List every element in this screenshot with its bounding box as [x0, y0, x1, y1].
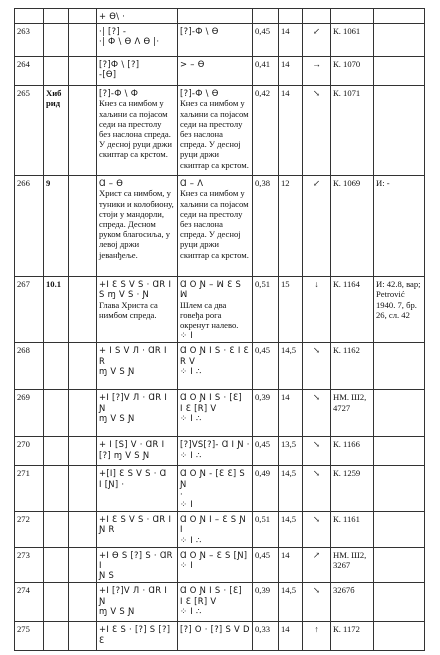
- variant-cell: [69, 466, 97, 512]
- diameter-cell: 14,5: [279, 343, 303, 390]
- reverse-cell: [178, 86, 253, 176]
- die-axis-arrow: ↑: [303, 622, 331, 651]
- type-cell: [44, 343, 69, 390]
- collection-reference: К. 1162: [331, 343, 374, 390]
- collection-reference: 3267б: [331, 583, 374, 622]
- diameter-cell: 14: [279, 622, 303, 651]
- obverse-cell: [97, 390, 178, 437]
- die-axis-arrow: ↘: [303, 512, 331, 548]
- obverse-cell-line: ɱ V S Ɲ: [99, 605, 135, 616]
- obverse-cell: [97, 343, 178, 390]
- obverse-cell-line: [?]-Ф \ Ф: [99, 88, 139, 99]
- reverse-cell: [178, 583, 253, 622]
- reverse-cell-line: ⁘ I ∴: [180, 412, 202, 423]
- collection-reference: К. 1172: [331, 622, 374, 651]
- type-cell: 10.1: [44, 277, 69, 343]
- reverse-cell-line: Ɑ O Ɲ I S · [Ɛ]: [180, 392, 243, 403]
- literature-note: [374, 9, 425, 24]
- reverse-cell-line: Ɑ O Ɲ - [Ɛ Ɛ] S Ɲ: [180, 468, 246, 489]
- catalog-number: [15, 9, 44, 24]
- weight-cell: 0,39: [253, 390, 279, 437]
- obverse-cell-line: +[I] Ɛ S V S · Ɑ: [99, 468, 167, 479]
- reverse-cell: [178, 176, 253, 277]
- die-axis-arrow: ↓: [303, 277, 331, 343]
- variant-cell: [69, 24, 97, 57]
- catalog-number: 271: [15, 466, 44, 512]
- obverse-cell-line: +I Ɛ S · [?] S [?] Ɛ: [99, 624, 171, 645]
- literature-note: [374, 24, 425, 57]
- catalog-number: 270: [15, 437, 44, 466]
- reverse-cell-line: ·: [180, 488, 183, 499]
- weight-cell: 0,45: [253, 547, 279, 583]
- obverse-cell-line: +I [?]V Л · ⱭR I Ɲ: [99, 585, 168, 606]
- catalog-number: 263: [15, 24, 44, 57]
- variant-cell: [69, 343, 97, 390]
- die-axis-arrow: ↘: [303, 437, 331, 466]
- diameter-cell: 14: [279, 86, 303, 176]
- type-cell: [44, 512, 69, 548]
- table-row: [15, 622, 425, 651]
- table-row: [15, 583, 425, 622]
- die-axis-arrow: ↘: [303, 86, 331, 176]
- reverse-cell: [178, 57, 253, 86]
- literature-note: И: 42.8, вар; Petrović 1940. 7, бр. 26, сл. 42: [374, 277, 425, 343]
- reverse-cell: [178, 466, 253, 512]
- collection-reference: К. 1061: [331, 24, 374, 57]
- reverse-cell-line: ⁘ I ∴: [180, 365, 202, 376]
- variant-cell: [69, 57, 97, 86]
- catalog-number: 265: [15, 86, 44, 176]
- reverse-cell-line: I Ɛ [R] V: [180, 595, 217, 606]
- type-cell: [44, 547, 69, 583]
- type-cell: [44, 437, 69, 466]
- variant-cell: [69, 547, 97, 583]
- obverse-cell-line: ɱ V S Ɲ: [99, 365, 135, 376]
- table-row: [15, 57, 425, 86]
- type-cell: [44, 390, 69, 437]
- obverse-cell: [97, 512, 178, 548]
- type-cell: [44, 57, 69, 86]
- reverse-cell-line: I Ɛ [R] V: [180, 402, 217, 413]
- weight-cell: 0,51: [253, 512, 279, 548]
- table-body: [15, 9, 425, 651]
- obverse-cell-line: Ɑ – Ɵ: [99, 178, 124, 189]
- obverse-cell: [97, 437, 178, 466]
- weight-cell: 0,39: [253, 583, 279, 622]
- obverse-cell-line: ·| [?] -: [99, 26, 127, 37]
- table-row: [15, 343, 425, 390]
- variant-cell: [69, 390, 97, 437]
- literature-note: [374, 547, 425, 583]
- table-row: [15, 176, 425, 277]
- reverse-cell-line: Ɑ O Ɲ I – Ɛ S Ɲ I: [180, 514, 246, 535]
- diameter-cell: 12: [279, 176, 303, 277]
- table-row: [15, 86, 425, 176]
- diameter-cell: 14: [279, 24, 303, 57]
- variant-cell: [69, 512, 97, 548]
- die-axis-arrow: [303, 9, 331, 24]
- reverse-cell-line: Ɑ – Ʌ: [180, 178, 204, 189]
- obverse-cell-line: S ɱ V S · Ɲ: [99, 289, 150, 300]
- diameter-cell: 14: [279, 547, 303, 583]
- obverse-cell-line: [?] ɱ V S Ɲ: [99, 449, 150, 460]
- catalog-number: 268: [15, 343, 44, 390]
- obverse-cell: [97, 86, 178, 176]
- type-cell: 9: [44, 176, 69, 277]
- reverse-cell: [178, 437, 253, 466]
- table-row: [15, 437, 425, 466]
- reverse-cell: [178, 512, 253, 548]
- obverse-cell-line: Ɲ S: [99, 570, 115, 581]
- obverse-cell-line: I [Ɲ] ·: [99, 478, 125, 489]
- obverse-cell: [97, 24, 178, 57]
- literature-note: [374, 343, 425, 390]
- weight-cell: 0,45: [253, 343, 279, 390]
- die-axis-arrow: ↘: [303, 583, 331, 622]
- literature-note: И: -: [374, 176, 425, 277]
- obverse-cell-line: + Ɵ\ ·: [99, 11, 126, 21]
- obverse-cell-line: Глава Христа са нимбом спреда.: [99, 299, 158, 320]
- obverse-cell-line: +I [?]V Л · ⱭR I Ɲ: [99, 392, 168, 413]
- table-row: [15, 547, 425, 583]
- catalog-number: 274: [15, 583, 44, 622]
- reverse-cell: [178, 343, 253, 390]
- weight-cell: 0,41: [253, 57, 279, 86]
- collection-reference: К. 1166: [331, 437, 374, 466]
- weight-cell: 0,45: [253, 24, 279, 57]
- reverse-cell-line: ⁘ I ∴: [180, 534, 202, 545]
- obverse-cell-line: ·| Ф \ Ɵ Ʌ Ɵ |·: [99, 36, 160, 47]
- table-row: [15, 24, 425, 57]
- coin-catalog-table: [14, 8, 425, 651]
- obverse-cell-line: ɱ V S Ɲ: [99, 412, 135, 423]
- obverse-cell-line: + I S V Л · ⱭR I R: [99, 345, 167, 366]
- weight-cell: 0,33: [253, 622, 279, 651]
- reverse-cell-line: Шлем са два говеђа рога окренут налево.: [180, 299, 239, 331]
- type-cell: Хибрид: [44, 86, 69, 176]
- literature-note: [374, 466, 425, 512]
- literature-note: [374, 86, 425, 176]
- catalog-number: 267: [15, 277, 44, 343]
- table-row: [15, 512, 425, 548]
- collection-reference: НМ. Ш2, 4727: [331, 390, 374, 437]
- die-axis-arrow: →: [303, 57, 331, 86]
- diameter-cell: 14,5: [279, 466, 303, 512]
- variant-cell: [69, 277, 97, 343]
- variant-cell: [69, 437, 97, 466]
- catalog-number: 275: [15, 622, 44, 651]
- variant-cell: [69, 583, 97, 622]
- table-row: [15, 277, 425, 343]
- reverse-cell: [178, 9, 253, 24]
- type-cell: [44, 622, 69, 651]
- collection-reference: К. 1259: [331, 466, 374, 512]
- reverse-cell: [178, 277, 253, 343]
- type-cell: [44, 24, 69, 57]
- variant-cell: [69, 622, 97, 651]
- obverse-cell-line: [?]Ф \ [?]: [99, 59, 140, 70]
- reverse-cell-line: R V: [180, 355, 196, 366]
- collection-reference: [331, 9, 374, 24]
- diameter-cell: 14,5: [279, 512, 303, 548]
- catalog-number: 273: [15, 547, 44, 583]
- obverse-cell: [97, 176, 178, 277]
- die-axis-arrow: ↙: [303, 176, 331, 277]
- reverse-cell-line: Ɑ O Ɲ – Ɛ S [Ɲ]: [180, 549, 248, 560]
- obverse-cell: [97, 9, 178, 24]
- reverse-cell-line: > – Ɵ: [180, 59, 205, 70]
- weight-cell: [253, 9, 279, 24]
- weight-cell: 0,38: [253, 176, 279, 277]
- die-axis-arrow: ↘: [303, 466, 331, 512]
- obverse-cell: [97, 466, 178, 512]
- collection-reference: К. 1070: [331, 57, 374, 86]
- reverse-cell-line: Ɑ O Ɲ I S · [Ɛ]: [180, 585, 243, 596]
- reverse-cell-line: [?]VS[?]- Ɑ I Ɲ ·: [180, 439, 250, 450]
- reverse-cell-line: ⁘ I ∴: [180, 449, 202, 460]
- obverse-cell: [97, 277, 178, 343]
- literature-note: [374, 57, 425, 86]
- diameter-cell: 14,5: [279, 583, 303, 622]
- reverse-cell-line: Кнез са нимбом у хаљини са појасом седи на престолу без наслона спреда. У десној руци држи скиптар са крстом.: [180, 188, 249, 260]
- type-cell: [44, 583, 69, 622]
- die-axis-arrow: ↙: [303, 24, 331, 57]
- weight-cell: 0,42: [253, 86, 279, 176]
- diameter-cell: [279, 9, 303, 24]
- reverse-cell-line: ⁘ I: [180, 499, 194, 510]
- reverse-cell: [178, 24, 253, 57]
- obverse-cell-line: Ɲ R: [99, 524, 115, 535]
- catalog-number: 264: [15, 57, 44, 86]
- table-row: [15, 466, 425, 512]
- obverse-cell-line: Христ са нимбом, у туники и колобиону, стоји у мандорли, спреда. Десном руком благосиља, у левој држи јеванђеље.: [99, 188, 174, 260]
- obverse-cell: [97, 547, 178, 583]
- reverse-cell-line: ⁘ I: [180, 330, 194, 341]
- collection-reference: К. 1069: [331, 176, 374, 277]
- diameter-cell: 14: [279, 390, 303, 437]
- obverse-cell-line: Кнез са нимбом у хаљини са појасом седи на престолу без наслона спреда. У десној руци држи скиптар са крстом.: [99, 98, 172, 160]
- obverse-cell-line: +I Ɛ S V S · ⱭR I: [99, 514, 172, 525]
- table-row: [15, 9, 425, 24]
- variant-cell: [69, 9, 97, 24]
- literature-note: [374, 437, 425, 466]
- type-cell: [44, 466, 69, 512]
- reverse-cell-line: Ɑ O Ɲ I S · Ɛ I Ɛ: [180, 345, 250, 356]
- weight-cell: 0,49: [253, 466, 279, 512]
- reverse-cell: [178, 547, 253, 583]
- literature-note: [374, 512, 425, 548]
- reverse-cell-line: Ɑ O Ɲ – ꟽ Ɛ S ꟽ: [180, 279, 242, 300]
- reverse-cell-line: Кнез са нимбом у хаљини са појасом седи на престолу без наслона спреда. У десној руци држи скиптар са крстом.: [180, 98, 249, 170]
- obverse-cell-line: +I Ɵ S [?] S · ⱭR I: [99, 549, 173, 571]
- obverse-cell: [97, 622, 178, 651]
- weight-cell: 0,51: [253, 277, 279, 343]
- die-axis-arrow: ↘: [303, 390, 331, 437]
- die-axis-arrow: ↗: [303, 547, 331, 583]
- literature-note: [374, 622, 425, 651]
- diameter-cell: 13,5: [279, 437, 303, 466]
- obverse-cell-line: + I [S] V · ⱭR I: [99, 439, 165, 450]
- literature-note: [374, 390, 425, 437]
- collection-reference: К. 1071: [331, 86, 374, 176]
- weight-cell: 0,45: [253, 437, 279, 466]
- table-row: [15, 390, 425, 437]
- collection-reference: К. 1161: [331, 512, 374, 548]
- variant-cell: [69, 86, 97, 176]
- diameter-cell: 15: [279, 277, 303, 343]
- obverse-cell-line: -[Ɵ]: [99, 69, 117, 80]
- collection-reference: НМ. Ш2, 3267: [331, 547, 374, 583]
- catalog-number: 269: [15, 390, 44, 437]
- reverse-cell-line: ⁘ I: [180, 560, 194, 571]
- catalog-number: 266: [15, 176, 44, 277]
- obverse-cell: [97, 583, 178, 622]
- diameter-cell: 14: [279, 57, 303, 86]
- collection-reference: К. 1164: [331, 277, 374, 343]
- obverse-cell-line: +I Ɛ S V S · ⱭR I: [99, 279, 172, 290]
- variant-cell: [69, 176, 97, 277]
- reverse-cell-line: [?]-Ф \ Ɵ: [180, 26, 219, 37]
- reverse-cell: [178, 390, 253, 437]
- reverse-cell-line: ⁘ I ∴: [180, 605, 202, 616]
- reverse-cell-line: [?] O · [?] S V D: [180, 624, 250, 635]
- type-cell: [44, 9, 69, 24]
- catalog-number: 272: [15, 512, 44, 548]
- obverse-cell: [97, 57, 178, 86]
- literature-note: [374, 583, 425, 622]
- reverse-cell: [178, 622, 253, 651]
- reverse-cell-line: [?]-Ф \ Ɵ: [180, 88, 219, 99]
- die-axis-arrow: ↘: [303, 343, 331, 390]
